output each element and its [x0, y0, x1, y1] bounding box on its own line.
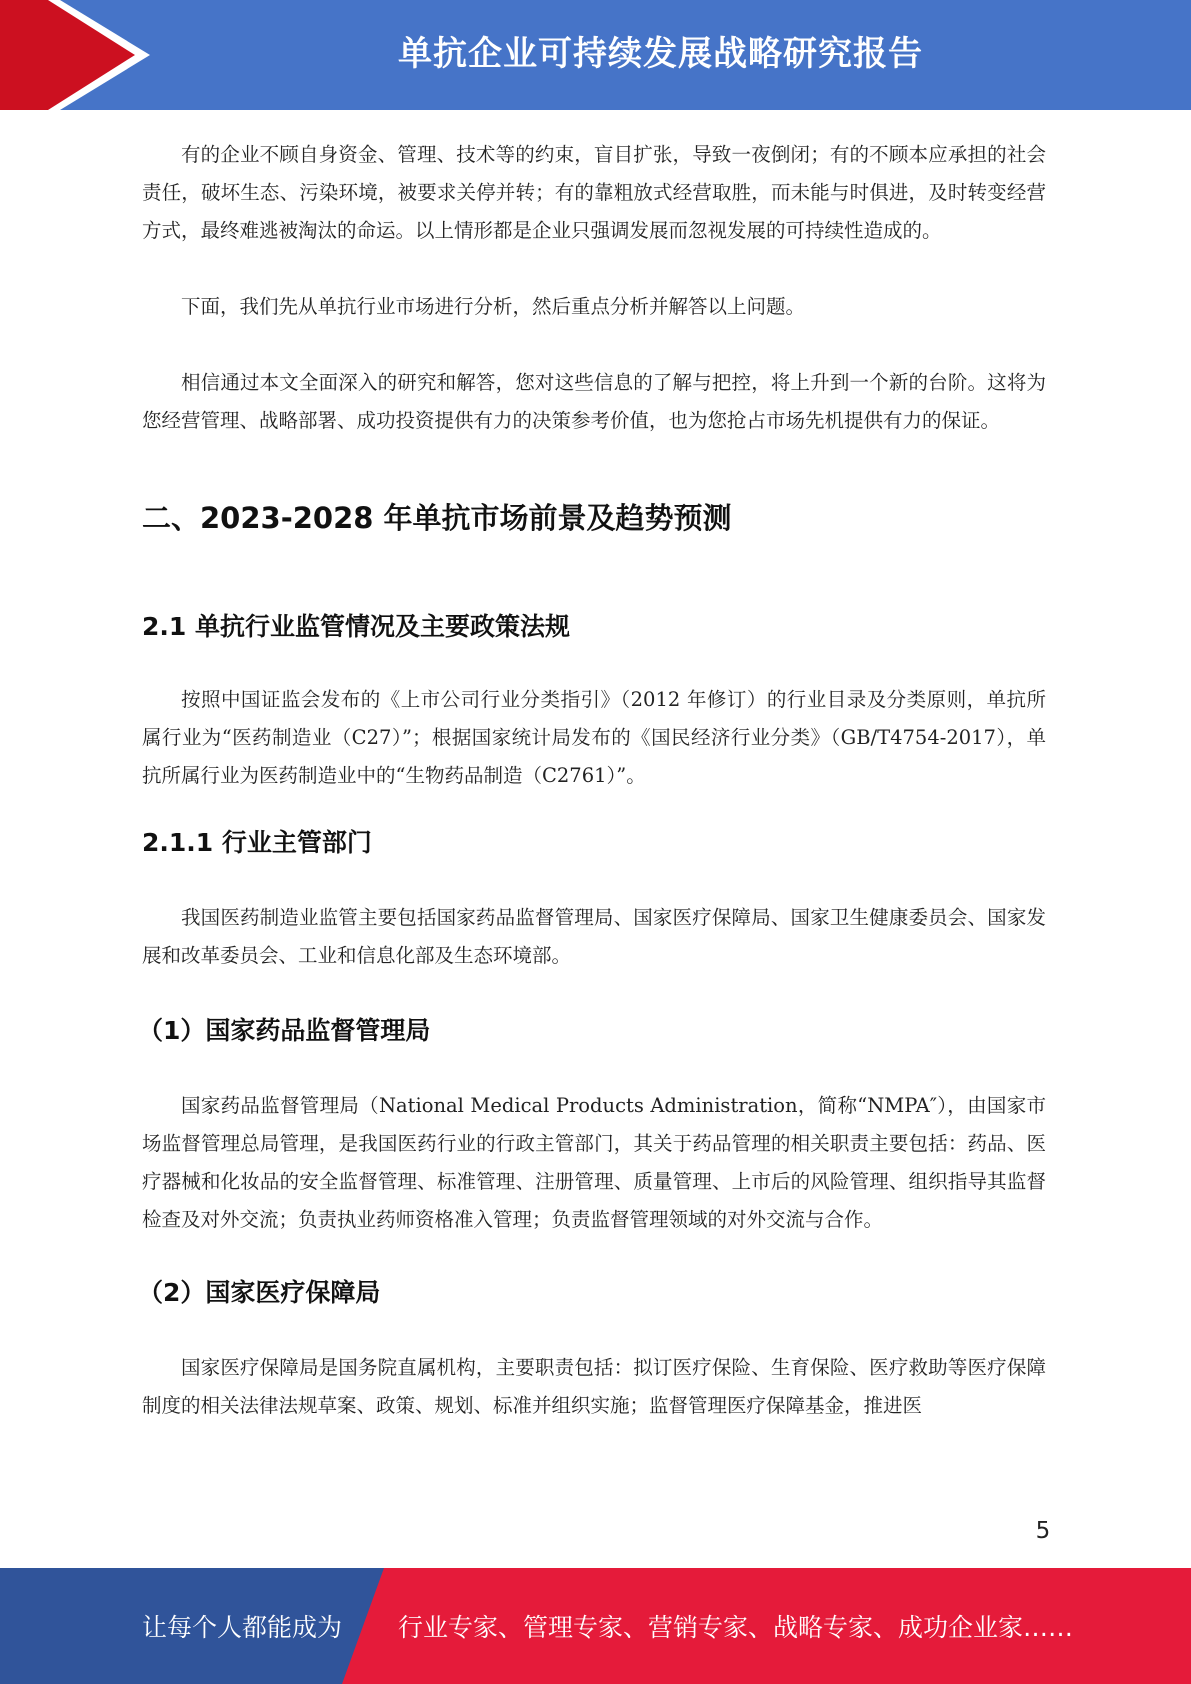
paragraph-industry-classification: 按照中国证监会发布的《上市公司行业分类指引》（2012 年修订）的行业目录及分类原则，单抗所属行业为“医药制造业（C27）”；根据国家统计局发布的《国民经济行业分类》（GB/T4754-2017），单抗所属行业为医药制造业中的“生物药品制造（C2761）”。: [142, 688, 1046, 787]
footer-slogan-left: 让每个人都能成为: [142, 1613, 343, 1642]
section-2-heading: 二、2023-2028 年单抗市场前景及趋势预测: [142, 501, 732, 535]
paragraph-nmpa: 国家药品监督管理局（National Medical Products Administration，简称“NMPA″），由国家市场监督管理总局管理，是我国医药行业的行政主管部门，其关于药品管理的相关职责主要包括：药品、医疗器械和化妆品的安全监督管理、标准管理、注册管理、质量管理、上市后的风险管理、组织指导其监督检查及对外交流；负责执业药师资格准入管理；负责监督管理领域的对外交流与合作。: [142, 1094, 1046, 1231]
section-2-1-1-heading: 2.1.1 行业主管部门: [142, 828, 372, 857]
subsection-nhsa-heading: （2）国家医疗保障局: [138, 1278, 381, 1307]
report-title: 单抗企业可持续发展战略研究报告: [398, 34, 923, 74]
paragraph-analysis-plan: 下面，我们先从单抗行业市场进行分析，然后重点分析并解答以上问题。: [181, 295, 806, 318]
paragraph-intro: 有的企业不顾自身资金、管理、技术等的约束，盲目扩张，导致一夜倒闭；有的不顾本应承担的社会责任，破坏生态、污染环境，被要求关停并转；有的靠粗放式经营取胜，而未能与时俱进，及时转变经营方式，最终难逃被淘汰的命运。以上情形都是企业只强调发展而忽视发展的可持续性造成的。: [142, 143, 1046, 242]
subsection-nmpa-heading: （1）国家药品监督管理局: [138, 1016, 431, 1045]
page-number: 5: [1035, 1518, 1051, 1544]
page-footer: [0, 1568, 1191, 1684]
section-2-1-heading: 2.1 单抗行业监管情况及主要政策法规: [142, 612, 570, 641]
paragraph-value: 相信通过本文全面深入的研究和解答，您对这些信息的了解与把控，将上升到一个新的台阶。这将为您经营管理、战略部署、成功投资提供有力的决策参考价值，也为您抢占市场先机提供有力的保证。: [142, 371, 1046, 432]
paragraph-nhsa: 国家医疗保障局是国务院直属机构，主要职责包括：拟订医疗保险、生育保险、医疗救助等医疗保障制度的相关法律法规草案、政策、规划、标准并组织实施；监督管理医疗保障基金，推进医: [142, 1356, 1046, 1417]
page-header: [0, 0, 1191, 110]
document-body: [138, 136, 1046, 1425]
header-chevron-icon: [0, 0, 155, 110]
footer-slogan-right: 行业专家、管理专家、营销专家、战略专家、成功企业家……: [398, 1613, 1074, 1642]
paragraph-regulators: 我国医药制造业监管主要包括国家药品监督管理局、国家医疗保障局、国家卫生健康委员会、国家发展和改革委员会、工业和信息化部及生态环境部。: [142, 906, 1046, 967]
